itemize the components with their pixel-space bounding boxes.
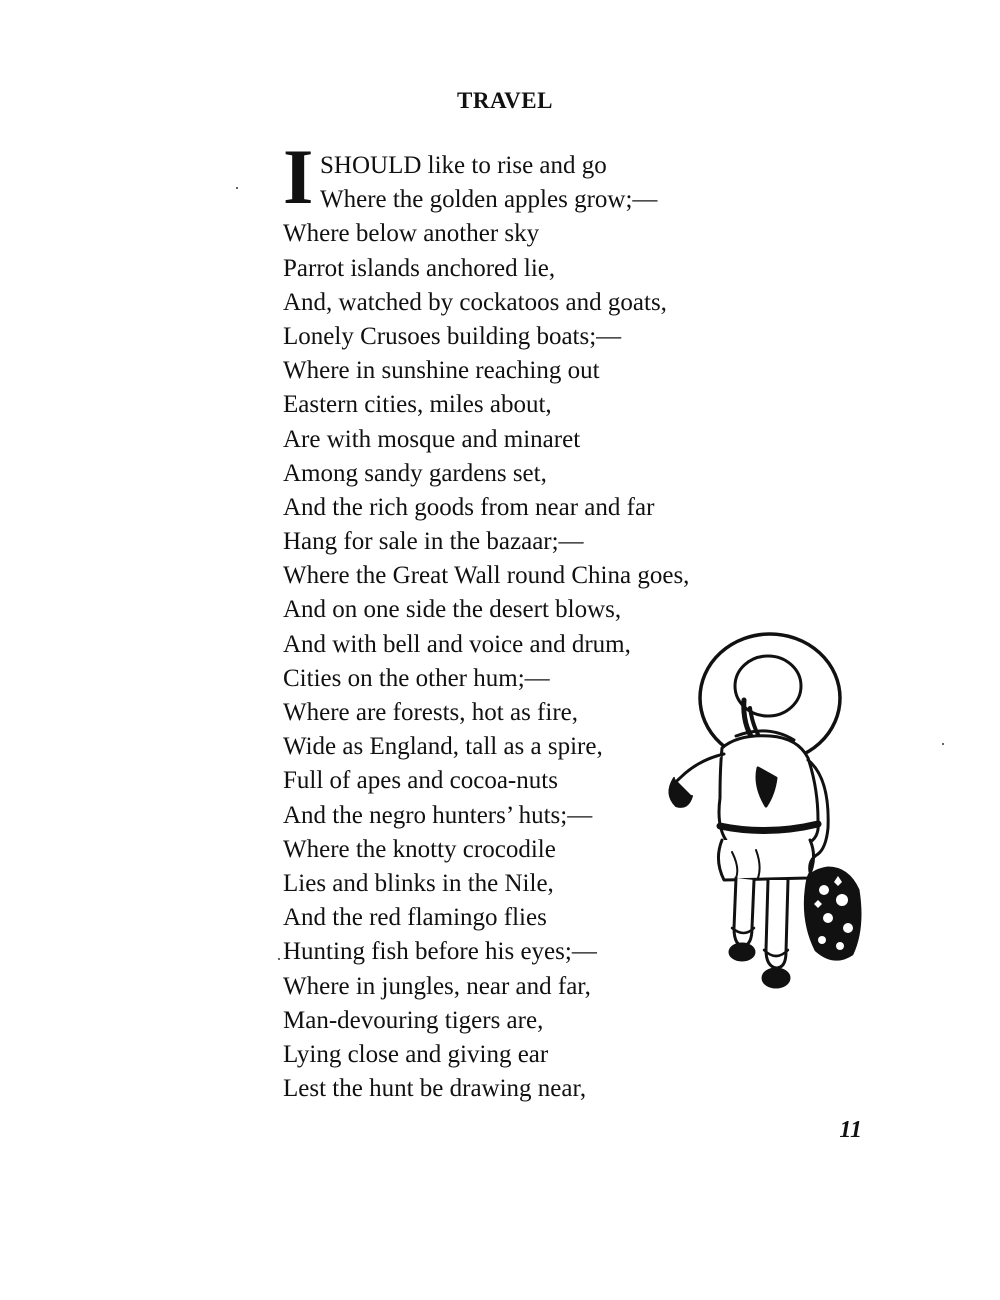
poem-line: Where are forests, hot as fire, <box>283 699 578 726</box>
poem-line: Cities on the other hum;— <box>283 664 550 692</box>
poem-line: Eastern cities, miles about, <box>283 391 552 419</box>
poem-line: And with bell and voice and drum, <box>283 630 631 658</box>
poem-line: Where the knotty crocodile <box>283 835 556 863</box>
poem-line: Lonely Crusoes building boats;— <box>283 322 622 350</box>
poem-line: Where the golden apples grow;— <box>320 186 658 214</box>
poem-line: Among sandy gardens set, <box>283 459 547 487</box>
poem-line: Lest the hunt be drawing near, <box>283 1075 587 1103</box>
poem-line: Wide as England, tall as a spire, <box>283 733 603 761</box>
poem-line: And the negro hunters’ huts;— <box>283 801 593 829</box>
poem-line: Hang for sale in the bazaar;— <box>283 528 584 556</box>
poem-line: Hunting fish before his eyes;— <box>283 938 597 966</box>
poem-line: Are with mosque and minaret <box>283 425 581 453</box>
paper-speck <box>236 187 238 189</box>
poem-line: And, watched by cockatoos and goats, <box>283 288 667 316</box>
paper-speck <box>942 743 944 745</box>
poem-title: TRAVEL <box>457 88 553 113</box>
poem-line: Parrot islands anchored lie, <box>283 254 556 282</box>
poem-line: Lying close and giving ear <box>283 1040 549 1068</box>
page-number: 11 <box>839 1117 862 1143</box>
poem-line: Where the Great Wall round China goes, <box>283 562 690 590</box>
drop-cap-letter: I <box>283 150 314 214</box>
poem-line: And the rich goods from near and far <box>283 493 655 521</box>
poem-line: Where in sunshine reaching out <box>283 357 600 385</box>
poem-line: And the red flamingo flies <box>283 904 547 932</box>
child-with-hat-and-bag-icon <box>658 628 868 1013</box>
poem-line: Where below another sky <box>283 220 540 248</box>
poem-line: Full of apes and cocoa-nuts <box>283 767 558 795</box>
poem-line: Where in jungles, near and far, <box>283 972 591 1000</box>
poem-line: Man-devouring tigers are, <box>283 1006 544 1034</box>
poem-line: SHOULD like to rise and go <box>320 152 607 179</box>
poem-line: And on one side the desert blows, <box>283 596 622 624</box>
poem-line: Lies and blinks in the Nile, <box>283 869 554 897</box>
paper-speck <box>278 958 280 960</box>
